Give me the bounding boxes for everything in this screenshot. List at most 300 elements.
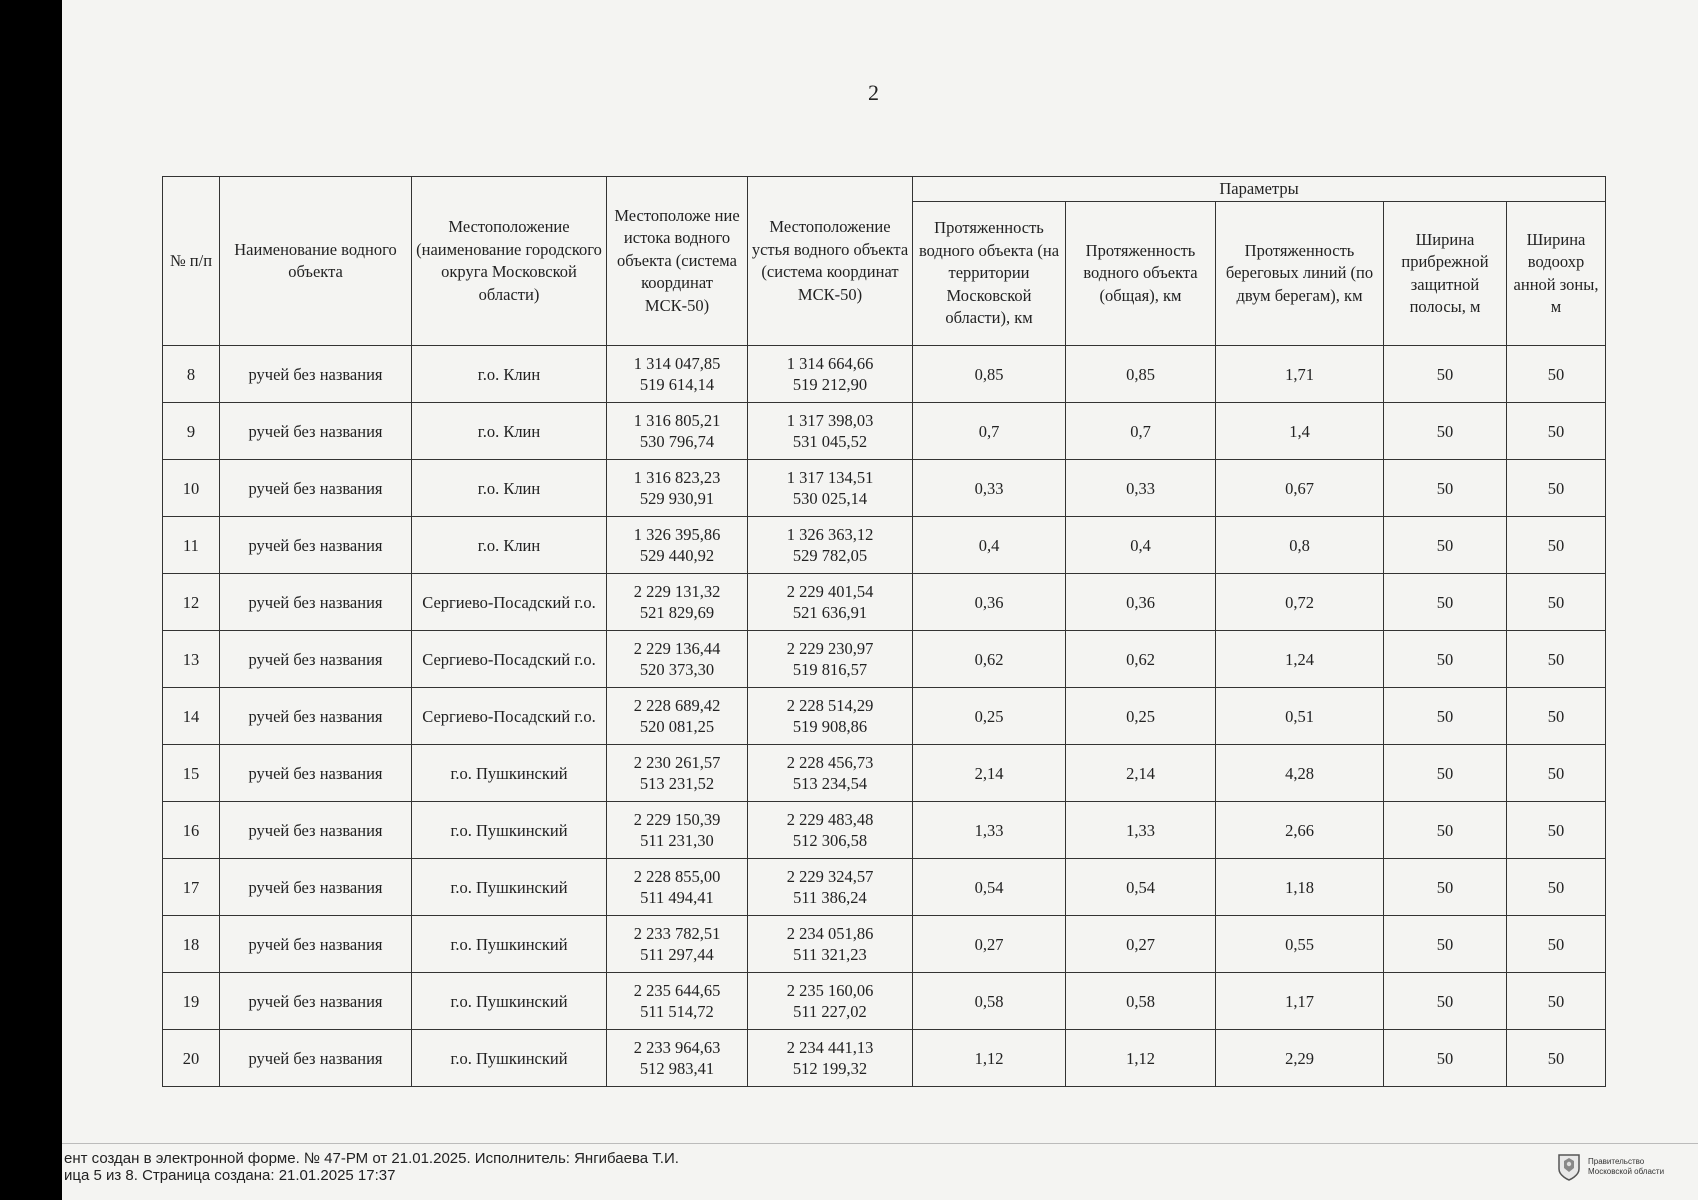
cell-coastal-strip-value: 50 [1436,364,1454,384]
cell-length-total-value: 0,54 [1126,877,1155,897]
cell-length-region [913,403,1066,460]
cell-coastal-strip-value: 50 [1436,820,1454,840]
cell-mouth-value: 519 816,57 [792,660,868,679]
cell-coastal-strip [1384,973,1507,1030]
cell-mouth [748,403,913,460]
cell-name-value: ручей без названия [248,649,383,669]
cell-num [163,631,220,688]
cell-location [412,574,607,631]
cell-mouth [748,517,913,574]
table-row [163,631,1606,688]
cell-name [220,517,412,574]
cell-mouth [748,346,913,403]
cell-coastal-strip [1384,517,1507,574]
coat-of-arms-icon [1556,1152,1582,1182]
cell-mouth-value: 2 235 160,06 [786,981,874,1000]
cell-shoreline-value: 1,17 [1285,991,1314,1011]
table-row [163,403,1606,460]
cell-coastal-strip [1384,859,1507,916]
cell-location-value: г.о. Пушкинский [450,934,568,954]
cell-location [412,745,607,802]
header-mouth: Местоположение устья водного объекта (система координат МСК-50) [748,177,913,346]
cell-mouth-value: 2 229 230,97 [786,639,874,658]
cell-coastal-strip-value: 50 [1436,535,1454,555]
cell-water-zone [1507,403,1606,460]
cell-water-zone [1507,973,1606,1030]
cell-length-total [1066,688,1216,745]
cell-water-zone [1507,859,1606,916]
cell-length-total-value: 2,14 [1126,763,1155,783]
cell-length-total-value: 1,33 [1126,820,1155,840]
cell-length-total [1066,973,1216,1030]
cell-name [220,1030,412,1087]
cell-length-total [1066,631,1216,688]
cell-length-total [1066,802,1216,859]
cell-source [607,745,748,802]
cell-length-region-value: 1,12 [974,1048,1004,1068]
cell-mouth-value: 530 025,14 [792,489,868,508]
table-row [163,688,1606,745]
cell-name-value: ручей без названия [248,763,383,783]
cell-mouth [748,688,913,745]
cell-length-region [913,346,1066,403]
cell-name [220,745,412,802]
cell-length-region-value: 0,27 [974,934,1004,954]
cell-name-value: ручей без названия [248,991,383,1011]
cell-water-zone-value: 50 [1547,535,1565,555]
cell-water-zone [1507,517,1606,574]
cell-name-value: ручей без названия [248,1048,383,1068]
cell-shoreline [1216,1030,1384,1087]
cell-length-total [1066,1030,1216,1087]
cell-shoreline [1216,517,1384,574]
cell-source [607,859,748,916]
government-logo [1556,1152,1664,1182]
cell-source-value: 529 440,92 [639,546,715,565]
cell-length-total [1066,574,1216,631]
cell-coastal-strip-value: 50 [1436,649,1454,669]
cell-coastal-strip-value: 50 [1436,934,1454,954]
cell-source-value: 2 228 855,00 [633,867,721,886]
cell-source-value: 1 316 805,21 [633,411,721,430]
cell-name-value: ручей без названия [248,877,383,897]
header-shoreline: Протяженность береговых линий (по двум берегам), км [1216,202,1384,346]
cell-water-zone [1507,460,1606,517]
cell-shoreline [1216,802,1384,859]
cell-length-region [913,1030,1066,1087]
cell-length-total-value: 0,7 [1130,421,1151,441]
cell-shoreline-value: 0,72 [1285,592,1314,612]
cell-water-zone [1507,631,1606,688]
cell-water-zone-value: 50 [1547,706,1565,726]
cell-name-value: ручей без названия [248,820,383,840]
cell-location [412,517,607,574]
cell-length-region-value: 0,7 [978,421,1000,441]
cell-mouth [748,1030,913,1087]
cell-length-region-value: 0,62 [974,649,1004,669]
cell-mouth-value: 521 636,91 [792,603,868,622]
cell-num [163,1030,220,1087]
cell-length-region [913,688,1066,745]
cell-source-value: 512 983,41 [639,1059,715,1078]
cell-name-value: ручей без названия [248,535,383,555]
cell-coastal-strip-value: 50 [1436,1048,1454,1068]
cell-num-value: 20 [182,1048,200,1068]
cell-mouth [748,460,913,517]
cell-length-region-value: 0,85 [974,364,1004,384]
cell-location-value: г.о. Пушкинский [450,1048,568,1068]
cell-shoreline [1216,859,1384,916]
cell-length-total-value: 0,58 [1126,991,1155,1011]
logo-line-1: Правительство [1588,1157,1645,1166]
cell-water-zone-value: 50 [1547,820,1565,840]
cell-name [220,802,412,859]
cell-source-value: 2 229 131,32 [633,582,721,601]
cell-coastal-strip [1384,916,1507,973]
cell-source [607,1030,748,1087]
cell-coastal-strip [1384,403,1507,460]
cell-water-zone [1507,1030,1606,1087]
cell-coastal-strip [1384,688,1507,745]
cell-source-value: 2 229 136,44 [633,639,721,658]
cell-location [412,688,607,745]
cell-source-value: 1 326 395,86 [633,525,721,544]
cell-mouth-value: 2 229 401,54 [786,582,874,601]
cell-mouth-value: 512 199,32 [792,1059,868,1078]
cell-source-value: 1 314 047,85 [633,354,721,373]
cell-num-value: 13 [182,649,200,669]
cell-coastal-strip [1384,802,1507,859]
cell-source [607,346,748,403]
cell-length-region-value: 1,33 [974,820,1004,840]
cell-name [220,688,412,745]
cell-location-value: г.о. Пушкинский [450,991,568,1011]
cell-name [220,460,412,517]
cell-mouth-value: 1 314 664,66 [786,354,874,373]
cell-length-total-value: 0,4 [1130,535,1151,555]
cell-source-value: 2 235 644,65 [633,981,721,1000]
cell-length-total-value: 0,62 [1126,649,1155,669]
page-number: 2 [868,80,879,105]
cell-num-value: 8 [186,364,196,384]
cell-num-value: 15 [182,763,200,783]
cell-name [220,403,412,460]
cell-location [412,916,607,973]
cell-water-zone [1507,802,1606,859]
cell-mouth-value: 1 317 134,51 [786,468,874,487]
cell-shoreline [1216,574,1384,631]
cell-length-region [913,802,1066,859]
cell-mouth [748,745,913,802]
cell-location [412,631,607,688]
cell-source [607,973,748,1030]
cell-mouth-value: 529 782,05 [792,546,868,565]
cell-num [163,973,220,1030]
cell-name [220,973,412,1030]
cell-num [163,688,220,745]
cell-length-region [913,973,1066,1030]
table-row [163,517,1606,574]
cell-shoreline-value: 1,18 [1285,877,1314,897]
cell-source-value: 1 316 823,23 [633,468,721,487]
cell-water-zone-value: 50 [1547,991,1565,1011]
cell-source-value: 511 494,41 [640,888,714,907]
table-body [163,346,1606,1087]
cell-location-value: Сергиево-Посадский г.о. [422,706,596,726]
cell-mouth [748,916,913,973]
cell-num-value: 9 [186,421,196,441]
cell-length-region [913,916,1066,973]
cell-source [607,631,748,688]
cell-num [163,859,220,916]
cell-shoreline [1216,916,1384,973]
cell-shoreline [1216,688,1384,745]
table-row [163,973,1606,1030]
header-params: Параметры [913,177,1606,202]
cell-shoreline-value: 0,8 [1289,535,1310,555]
cell-location [412,1030,607,1087]
cell-name [220,631,412,688]
cell-location-value: Сергиево-Посадский г.о. [422,592,596,612]
cell-length-region-value: 0,4 [978,535,1000,555]
cell-length-total [1066,346,1216,403]
cell-coastal-strip [1384,1030,1507,1087]
header-source: Местоположе ние истока водного объекта (система координат МСК-50) [607,177,748,346]
cell-mouth-value: 511 386,24 [793,888,867,907]
cell-mouth-value: 513 234,54 [792,774,868,793]
cell-mouth [748,574,913,631]
cell-source-value: 2 228 689,42 [633,696,721,715]
cell-water-zone-value: 50 [1547,364,1565,384]
table-row [163,859,1606,916]
cell-source-value: 2 233 782,51 [633,924,721,943]
cell-source [607,802,748,859]
cell-name [220,574,412,631]
cell-coastal-strip [1384,346,1507,403]
cell-name-value: ручей без названия [248,421,383,441]
cell-location-value: Сергиево-Посадский г.о. [422,649,596,669]
cell-length-total [1066,916,1216,973]
cell-name-value: ручей без названия [248,592,383,612]
cell-shoreline-value: 4,28 [1285,763,1314,783]
cell-source-value: 511 297,44 [640,945,714,964]
cell-length-total-value: 0,25 [1126,706,1155,726]
cell-location-value: г.о. Клин [477,535,541,555]
cell-num-value: 11 [183,535,199,555]
cell-num-value: 18 [182,934,200,954]
header-name: Наименование водного объекта [220,177,412,346]
cell-source-value: 530 796,74 [639,432,715,451]
cell-length-total-value: 1,12 [1126,1048,1155,1068]
cell-length-total-value: 0,36 [1126,592,1155,612]
table-row [163,574,1606,631]
cell-length-region-value: 2,14 [974,763,1004,783]
cell-source [607,574,748,631]
cell-name-value: ручей без названия [248,706,383,726]
cell-length-region-value: 0,36 [974,592,1004,612]
cell-mouth-value: 511 321,23 [793,945,867,964]
cell-source-value: 529 930,91 [639,489,715,508]
cell-water-zone [1507,916,1606,973]
cell-shoreline-value: 0,67 [1285,478,1314,498]
cell-mouth-value: 2 229 483,48 [786,810,874,829]
cell-water-zone [1507,346,1606,403]
cell-length-total [1066,859,1216,916]
cell-mouth-value: 1 317 398,03 [786,411,874,430]
cell-shoreline [1216,973,1384,1030]
cell-coastal-strip-value: 50 [1436,592,1454,612]
table-row [163,1030,1606,1087]
cell-shoreline [1216,403,1384,460]
cell-mouth-value: 2 234 441,13 [786,1038,874,1057]
cell-mouth [748,973,913,1030]
cell-mouth-value: 512 306,58 [792,831,868,850]
cell-coastal-strip-value: 50 [1436,991,1454,1011]
cell-shoreline-value: 2,66 [1285,820,1314,840]
cell-source-value: 520 373,30 [639,660,715,679]
cell-source-value: 2 229 150,39 [633,810,721,829]
cell-length-region-value: 0,33 [974,478,1004,498]
table-row [163,916,1606,973]
cell-location [412,973,607,1030]
cell-location [412,403,607,460]
cell-coastal-strip [1384,745,1507,802]
cell-water-zone [1507,745,1606,802]
cell-coastal-strip-value: 50 [1436,421,1454,441]
cell-length-total [1066,517,1216,574]
header-length-total: Протяженность водного объекта (общая), км [1066,202,1216,346]
scan-margin-strip [0,0,62,1200]
cell-mouth-value: 511 227,02 [793,1002,867,1021]
cell-length-total [1066,403,1216,460]
cell-length-region [913,859,1066,916]
cell-water-zone-value: 50 [1547,592,1565,612]
cell-name-value: ручей без названия [248,364,383,384]
cell-name-value: ручей без названия [248,934,383,954]
cell-length-region-value: 0,25 [974,706,1004,726]
cell-num [163,517,220,574]
cell-source [607,916,748,973]
cell-length-total [1066,460,1216,517]
table-row [163,745,1606,802]
cell-water-zone-value: 50 [1547,421,1565,441]
cell-coastal-strip-value: 50 [1436,877,1454,897]
cell-length-region [913,460,1066,517]
cell-length-total-value: 0,85 [1126,364,1155,384]
cell-length-total-value: 0,33 [1126,478,1155,498]
cell-source-value: 513 231,52 [639,774,715,793]
cell-shoreline [1216,745,1384,802]
cell-name [220,916,412,973]
cell-water-zone-value: 50 [1547,934,1565,954]
cell-source-value: 511 514,72 [640,1002,714,1021]
header-coastal-strip: Ширина прибрежной защитной полосы, м [1384,202,1507,346]
cell-location-value: г.о. Клин [477,421,541,441]
cell-num [163,574,220,631]
cell-shoreline-value: 1,24 [1285,649,1314,669]
cell-mouth-value: 519 212,90 [792,375,868,394]
cell-coastal-strip [1384,631,1507,688]
cell-location [412,802,607,859]
cell-shoreline-value: 0,51 [1285,706,1314,726]
cell-mouth [748,631,913,688]
cell-source-value: 511 231,30 [640,831,714,850]
footer-line-2: ица 5 из 8. Страница создана: 21.01.2025 17:37 [64,1167,396,1184]
cell-length-total-value: 0,27 [1126,934,1155,954]
header-num: № п/п [163,177,220,346]
cell-source [607,517,748,574]
cell-name-value: ручей без названия [248,478,383,498]
cell-length-region [913,574,1066,631]
cell-mouth-value: 2 228 456,73 [786,753,874,772]
cell-num-value: 16 [182,820,200,840]
table-row [163,802,1606,859]
table-row [163,460,1606,517]
cell-source [607,460,748,517]
cell-source [607,403,748,460]
cell-mouth-value: 519 908,86 [792,717,868,736]
cell-water-zone-value: 50 [1547,877,1565,897]
footer-line-1: ент создан в электронной форме. № 47-РМ от 21.01.2025. Исполнитель: Янгибаева Т.И. [64,1150,679,1167]
cell-location-value: г.о. Пушкинский [450,763,568,783]
cell-shoreline-value: 2,29 [1285,1048,1314,1068]
cell-location-value: г.о. Клин [477,364,541,384]
cell-water-zone-value: 50 [1547,649,1565,669]
cell-num [163,802,220,859]
cell-mouth [748,802,913,859]
cell-num-value: 19 [182,991,200,1011]
cell-location [412,859,607,916]
cell-source-value: 519 614,14 [639,375,715,394]
cell-shoreline-value: 1,71 [1285,364,1314,384]
cell-num-value: 12 [182,592,200,612]
footer-stamp [64,1150,679,1184]
cell-source-value: 521 829,69 [639,603,715,622]
cell-length-region-value: 0,58 [974,991,1004,1011]
cell-num-value: 14 [182,706,200,726]
cell-water-zone [1507,688,1606,745]
cell-location-value: г.о. Пушкинский [450,877,568,897]
cell-coastal-strip [1384,574,1507,631]
cell-mouth-value: 2 228 514,29 [786,696,874,715]
cell-num-value: 10 [182,478,200,498]
cell-name [220,859,412,916]
cell-water-zone-value: 50 [1547,478,1565,498]
cell-num [163,460,220,517]
cell-mouth-value: 1 326 363,12 [786,525,874,544]
cell-water-zone-value: 50 [1547,763,1565,783]
cell-name [220,346,412,403]
cell-length-region [913,517,1066,574]
cell-coastal-strip-value: 50 [1436,478,1454,498]
cell-mouth-value: 2 229 324,57 [786,867,874,886]
table-row [163,346,1606,403]
water-objects-table [162,176,1606,1087]
cell-shoreline [1216,631,1384,688]
cell-mouth-value: 2 234 051,86 [786,924,874,943]
header-water-zone: Ширина водоохр анной зоны, м [1507,202,1606,346]
cell-location [412,346,607,403]
cell-source-value: 2 233 964,63 [633,1038,721,1057]
cell-num [163,745,220,802]
cell-mouth [748,859,913,916]
cell-length-total [1066,745,1216,802]
footer-divider [62,1143,1698,1144]
cell-source-value: 520 081,25 [639,717,715,736]
cell-length-region [913,631,1066,688]
cell-shoreline-value: 0,55 [1285,934,1314,954]
cell-location-value: г.о. Пушкинский [450,820,568,840]
